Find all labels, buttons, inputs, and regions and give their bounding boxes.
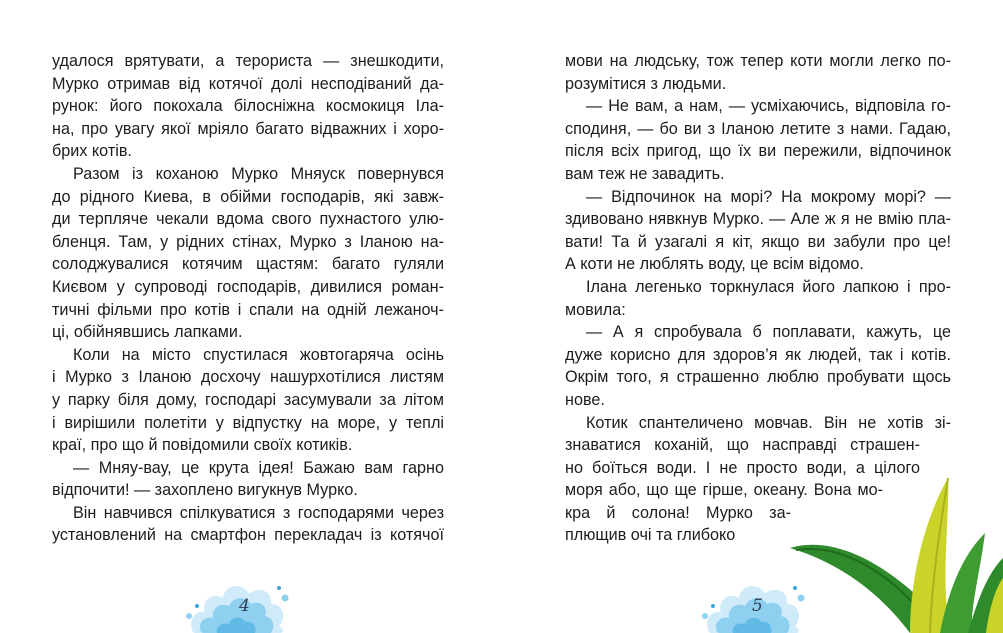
right-page-text: [565, 50, 951, 547]
page-number: 5: [752, 596, 763, 616]
text-line: Мурко отримав від котячої долі несподіваний да-: [52, 74, 444, 93]
left-page: [0, 0, 501, 633]
text-line: Котик спантеличено мовчав. Він не хотів зі-: [586, 413, 951, 432]
text-line: Коли на місто спустилася жовтогаряча осінь: [73, 345, 444, 364]
text-line: вам теж не завадить.: [565, 164, 725, 183]
text-line: мови на людську, тож тепер коти могли легко по-: [565, 52, 951, 70]
text-line: Окрім того, я страшенно люблю пробувати щось: [565, 368, 951, 387]
text-line: у парку біля дому, господарі засумували за літом: [52, 390, 444, 409]
text-line: розумітися з людьми.: [565, 74, 727, 93]
text-line: мовила:: [565, 300, 626, 319]
text-line: рунок: його покохала білосніжна космокиця Іла-: [52, 97, 444, 116]
text-line: вати! Та й узагалі я кіт, якщо ви забули про це!: [565, 232, 951, 251]
text-line: А коти не люблять воду, це всім відомо.: [565, 255, 864, 274]
text-line: тичні фільми про котів і спали на одній лежаноч-: [52, 300, 444, 319]
text-line: і вирішили полетіти у відпустку на море, у теплі: [52, 413, 444, 432]
text-line: солоджувалися котячим щастям: багато гуляли: [52, 255, 444, 274]
water-splash-icon: [183, 568, 293, 633]
text-line: бленця. Там, у рідних стінах, Мурко з Іланою на-: [52, 232, 444, 251]
text-line: на, про увагу якої мріяло багато відважних і хоро-: [52, 119, 444, 138]
text-line: Він навчився спілкуватися з господарями через: [73, 503, 444, 522]
grass-leaves-icon: [790, 478, 1003, 633]
text-line: ці, обійнявшись лапками.: [52, 323, 243, 342]
text-line: Разом із коханою Мурко Мняуск повернувся: [73, 164, 444, 183]
text-line: но боїться води. І не просто води, а цілого: [565, 458, 920, 477]
text-line: кра й солона! Мурко за-: [565, 503, 791, 522]
text-line: брих котів.: [52, 142, 132, 161]
text-line: удалося врятувати, а терориста — знешкодити,: [52, 52, 444, 70]
text-line: — Не вам, а нам, — усміхаючись, відповіла го-: [586, 97, 951, 116]
text-line: до рідного Киева, в обійми господарів, які завж-: [52, 187, 444, 206]
text-line: дуже корисно для здоров’я як людей, так і котів.: [565, 345, 951, 364]
text-line: Ілана легенько торкнулася його лапкою і про-: [586, 277, 951, 296]
text-line: — А я спробувала б поплавати, кажуть, це: [586, 323, 951, 342]
text-line: ди терпляче чекали вдома свого пухнастого улю-: [52, 210, 444, 229]
text-line: знаватися коханій, що насправді страшен-: [565, 436, 920, 455]
text-line: сподиня, — бо ви з Іланою летите з нами. Гадаю,: [565, 119, 951, 138]
text-line: — Відпочинок на морі? На мокрому морі? —: [586, 187, 951, 206]
text-line: моря або, що ще гірше, океану. Вона мо-: [565, 481, 883, 500]
right-page: [502, 0, 1003, 633]
text-line: після всіх пригод, що їх ви пережили, відпочинок: [565, 142, 951, 161]
text-line: установлений на смартфон перекладач із котячої: [52, 526, 444, 545]
text-line: краї, про що й повідомили своїх котиків.: [52, 436, 353, 455]
page-number: 4: [239, 596, 250, 616]
text-line: плющив очі та глибоко: [565, 526, 736, 545]
text-line: — Мняу-вау, це крута ідея! Бажаю вам гарно: [73, 458, 444, 477]
left-page-text: [52, 50, 444, 547]
text-line: Києвом у супроводі господарів, дивилися роман-: [52, 277, 444, 296]
text-line: відпочити! — захоплено вигукнув Мурко.: [52, 481, 358, 500]
text-line: здивовано нявкнув Мурко. — Але ж я не вмію пла-: [565, 210, 951, 229]
text-line: і Мурко з Іланою досхочу нашурхотілися листям: [52, 368, 444, 387]
text-line: нове.: [565, 390, 605, 409]
